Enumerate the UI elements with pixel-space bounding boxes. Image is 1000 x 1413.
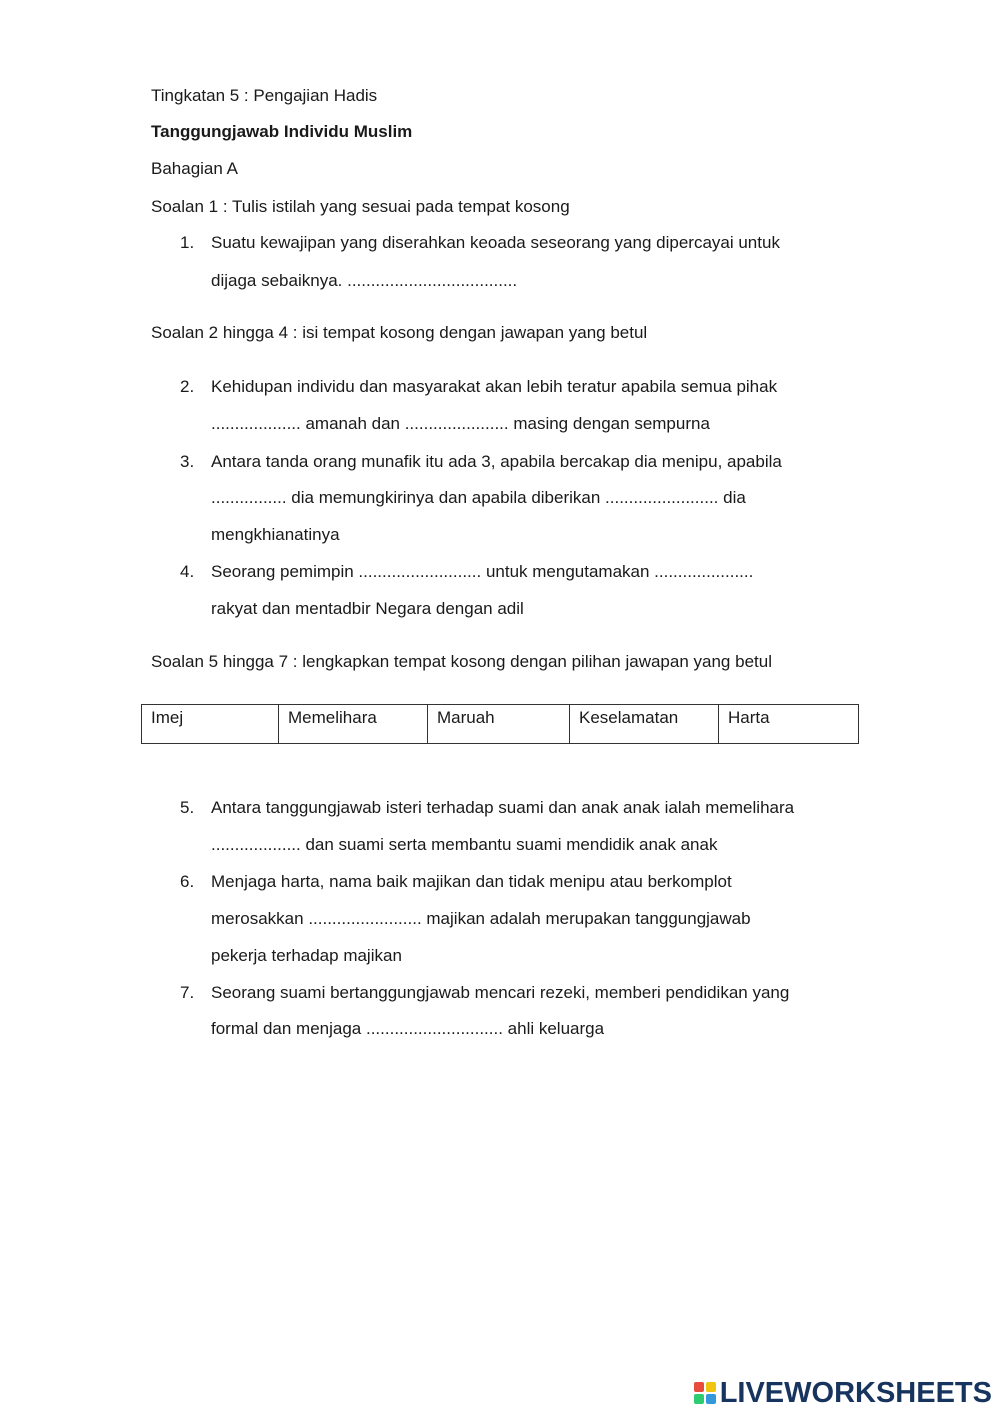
question-text: Antara tanggungjawab isteri terhadap suami dan anak anak ialah memelihara	[211, 798, 795, 817]
question-3-line3: mengkhianatinya	[211, 525, 340, 544]
soalan1-instruction: Soalan 1 : Tulis istilah yang sesuai pada tempat kosong	[151, 197, 570, 216]
question-1	[180, 232, 780, 254]
question-6	[180, 871, 732, 893]
question-1-line2: dijaga sebaiknya. ....................................	[211, 271, 518, 290]
question-5	[180, 797, 794, 819]
question-number: 7.	[180, 983, 195, 1002]
choice-cell: Harta	[719, 705, 859, 744]
question-text: Menjaga harta, nama baik majikan dan tidak menipu atau berkomplot	[211, 872, 732, 891]
liveworksheets-logo	[694, 1376, 992, 1409]
choice-cell: Keselamatan	[570, 705, 719, 744]
choice-cell: Imej	[142, 705, 279, 744]
question-number: 2.	[180, 377, 195, 396]
question-5-line2: ................... dan suami serta membantu suami mendidik anak anak	[211, 835, 718, 854]
question-6-line3: pekerja terhadap majikan	[211, 946, 402, 965]
question-4-line2: rakyat dan mentadbir Negara dengan adil	[211, 599, 524, 618]
topic-title: Tanggungjawab Individu Muslim	[151, 122, 413, 141]
soalan2-4-instruction: Soalan 2 hingga 4 : isi tempat kosong dengan jawapan yang betul	[151, 323, 648, 342]
question-text: Kehidupan individu dan masyarakat akan lebih teratur apabila semua pihak	[211, 377, 778, 396]
question-number: 4.	[180, 562, 195, 581]
choice-cell: Maruah	[428, 705, 570, 744]
question-text: Suatu kewajipan yang diserahkan keoada seseorang yang dipercayai untuk	[211, 233, 780, 252]
brand-name: LIVEWORKSHEETS	[719, 1376, 992, 1409]
liveworksheets-mark-icon	[694, 1382, 716, 1404]
question-3-line2: ................ dia memungkirinya dan apabila diberikan ........................ dia	[211, 488, 746, 507]
question-text: Antara tanda orang munafik itu ada 3, apabila bercakap dia menipu, apabila	[211, 452, 782, 471]
section-label: Bahagian A	[151, 159, 238, 178]
question-7	[180, 982, 789, 1004]
soalan5-7-instruction: Soalan 5 hingga 7 : lengkapkan tempat kosong dengan pilihan jawapan yang betul	[151, 652, 772, 671]
choice-cell: Memelihara	[279, 705, 428, 744]
question-number: 3.	[180, 452, 195, 471]
question-number: 6.	[180, 872, 195, 891]
question-text: Seorang pemimpin .......................... untuk mengutamakan .....................	[211, 562, 754, 581]
question-number: 5.	[180, 798, 195, 817]
table-row	[142, 705, 859, 744]
question-4	[180, 561, 753, 583]
question-2	[180, 376, 777, 398]
question-6-line2: merosakkan ........................ majikan adalah merupakan tanggungjawab	[211, 909, 751, 928]
level-line: Tingkatan 5 : Pengajian Hadis	[151, 86, 378, 105]
question-text: Seorang suami bertanggungjawab mencari rezeki, memberi pendidikan yang	[211, 983, 790, 1002]
question-number: 1.	[180, 233, 195, 252]
question-2-line2: ................... amanah dan ...................... masing dengan sempurna	[211, 414, 710, 433]
question-3	[180, 451, 782, 473]
answer-choices-table	[141, 704, 859, 744]
question-7-line2: formal dan menjaga ............................. ahli keluarga	[211, 1019, 605, 1038]
